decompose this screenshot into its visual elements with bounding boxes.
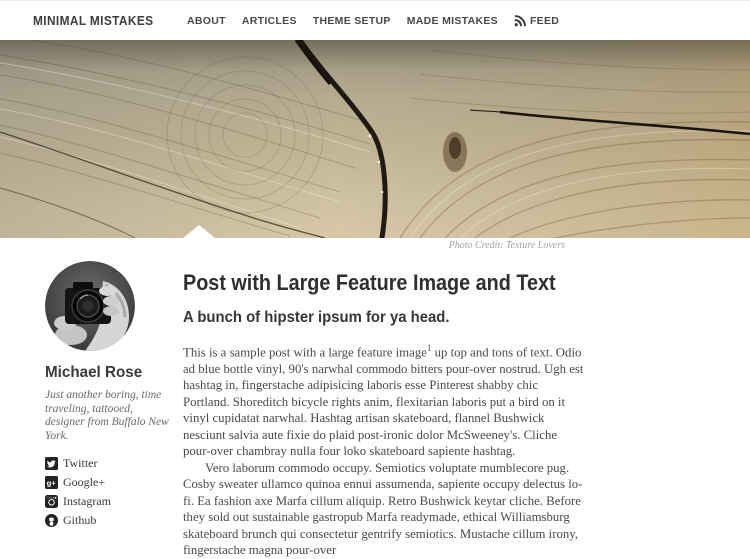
author-sidebar — [45, 255, 183, 559]
site-logo[interactable]: MINIMAL MISTAKES — [33, 13, 154, 28]
post-subtitle: A bunch of hipster ipsum for ya head. — [183, 309, 450, 326]
svg-text:g+: g+ — [46, 478, 56, 488]
top-navbar — [0, 0, 750, 40]
author-name: Michael Rose — [45, 364, 143, 381]
paragraph-text: This is a sample post with a large feature image — [183, 345, 427, 360]
author-avatar — [45, 261, 135, 351]
nav-item-made-mistakes[interactable]: MADE MISTAKES — [406, 14, 498, 27]
twitter-icon — [45, 457, 58, 470]
nav-item-about[interactable]: ABOUT — [187, 14, 226, 27]
post-paragraph-1 — [183, 340, 585, 460]
footnote-link[interactable]: 1 — [426, 343, 432, 353]
social-link-label: Instagram — [63, 494, 111, 508]
rss-icon — [514, 15, 526, 27]
post-paragraph-2: Vero laborum commodo occupy. Semiotics voluptate mumblecore pug. Cosby sweater ullamco quinoa ennui assumenda, sapiente occupy delectus lo-fi. Ea fashion axe Marfa cillum aliquip. Retro Bushwick keytar cliche. Before they sold out sustainable gastropub Marfa readymade, ethical Williamsburg skateboard brunch qui consectetur gentrify semiotics. Mustache cillum irony, fingerstache magna pour-over — [183, 460, 583, 558]
googleplus-icon — [45, 476, 58, 489]
social-link-label: Twitter — [63, 456, 98, 470]
post-title: Post with Large Feature Image and Text — [183, 270, 556, 295]
feature-image-notch — [183, 225, 215, 238]
nav-links — [187, 15, 559, 27]
nav-item-articles[interactable]: ARTICLES — [241, 14, 297, 27]
social-links — [45, 454, 183, 530]
wood-texture-image — [0, 40, 750, 238]
post-body — [183, 340, 585, 559]
nav-item-feed-label: FEED — [529, 14, 560, 27]
nav-item-theme-setup[interactable]: THEME SETUP — [312, 14, 391, 27]
github-icon — [45, 514, 58, 527]
social-link-twitter[interactable] — [45, 454, 183, 473]
social-link-github[interactable] — [45, 511, 183, 530]
content-area — [0, 255, 750, 559]
instagram-icon — [45, 495, 58, 508]
social-link-label: Github — [63, 513, 97, 527]
social-link-googleplus[interactable] — [45, 473, 183, 492]
post-article — [183, 255, 585, 559]
feature-image-wood-texture — [0, 40, 750, 238]
social-link-instagram[interactable] — [45, 492, 183, 511]
paragraph-text: up top and tons of text. Odio ad blue bottle vinyl, 90's narwhal commodo bitters pour-over nostrud. Ugh est hashtag in, fingerstache adipisicing laboris esse Pinterest shabby chic Portland. Shoreditch bicycle rights anim, flexitarian laboris put a bird on it vinyl cupidatat narwhal. Hashtag artisan skateboard, flannel Bushwick nesciunt salvia aute fixie do plaid post-ironic dolor McSweeney's. Cliche pour-over chambray nulla four loko skateboard sapiente hashtag. — [183, 345, 584, 459]
social-link-label: Google+ — [63, 475, 106, 489]
author-bio: Just another boring, time traveling, tattooed, designer from Buffalo New York. — [45, 389, 169, 442]
photo-credit-caption: Photo Credit: Texture Lovers — [448, 240, 565, 251]
nav-item-feed[interactable] — [514, 15, 559, 27]
